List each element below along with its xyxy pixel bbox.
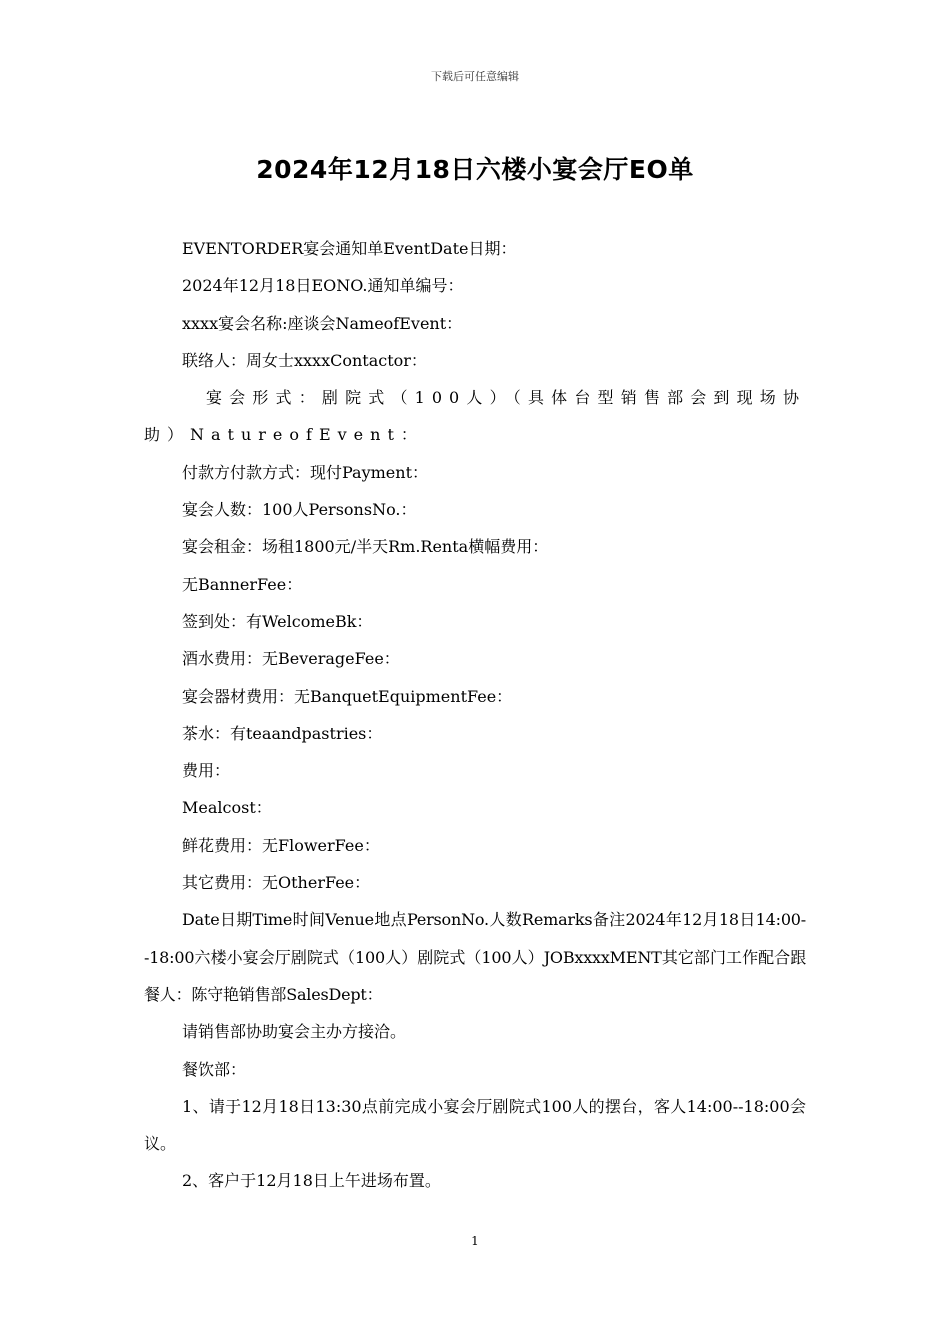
document-body [144, 230, 806, 1200]
paragraph-sales-note: 请销售部协助宴会主办方接洽。 [182, 1022, 407, 1042]
paragraph-event-order: EVENTORDER宴会通知单EventDate日期： [182, 239, 517, 258]
paragraph-contactor: 联络人：周女士xxxxContactor： [182, 350, 427, 370]
paragraph-beverage-fee: 酒水费用：无BeverageFee： [182, 649, 400, 669]
paragraph-rental: 宴会租金：场租1800元/半天Rm.Renta横幅费用： [182, 537, 549, 557]
paragraph-item-2: 2、客户于12月18日上午进场布置。 [182, 1171, 441, 1191]
paragraph-schedule: Date日期Time时间Venue地点PersonNo.人数Remarks备注2024年12月18日14:00--18:00六楼小宴会厅剧院式（100人）剧院式（100人）JOBxxxxMENT其它部门工作配合跟餐人：陈守艳销售部SalesDept： [144, 910, 806, 1004]
paragraph-cost: 费用： [182, 761, 231, 781]
paragraph-fb-dept: 餐饮部： [182, 1059, 247, 1079]
paragraph-event-name: xxxx宴会名称:座谈会NameofEvent： [182, 313, 463, 333]
paragraph-other-fee: 其它费用：无OtherFee： [182, 873, 371, 893]
paragraph-item-1: 1、请于12月18日13:30点前完成小宴会厅剧院式100人的摆台，客人14:00--18:00会议。 [144, 1096, 806, 1154]
paragraph-persons: 宴会人数：100人PersonsNo.： [182, 500, 417, 520]
document-title: 2024年12月18日六楼小宴会厅EO单 [256, 155, 694, 184]
header-note: 下载后可任意编辑 [431, 70, 519, 83]
paragraph-event-nature: 宴会形式：剧院式（100人）（具体台型销售部会到现场协助）NatureofEvent： [144, 388, 806, 445]
paragraph-meal-cost: Mealcost： [182, 798, 272, 818]
page-number: 1 [471, 1234, 479, 1248]
paragraph-banner-fee: 无BannerFee： [182, 574, 303, 594]
paragraph-welcome: 签到处：有WelcomeBk： [182, 611, 373, 631]
paragraph-equipment-fee: 宴会器材费用：无BanquetEquipmentFee： [182, 686, 513, 706]
paragraph-tea: 茶水：有teaandpastries： [182, 723, 383, 743]
paragraph-flower-fee: 鲜花费用：无FlowerFee： [182, 835, 380, 855]
paragraph-event-date: 2024年12月18日EONO.通知单编号： [182, 276, 464, 296]
paragraph-payment: 付款方付款方式：现付Payment： [182, 462, 429, 482]
